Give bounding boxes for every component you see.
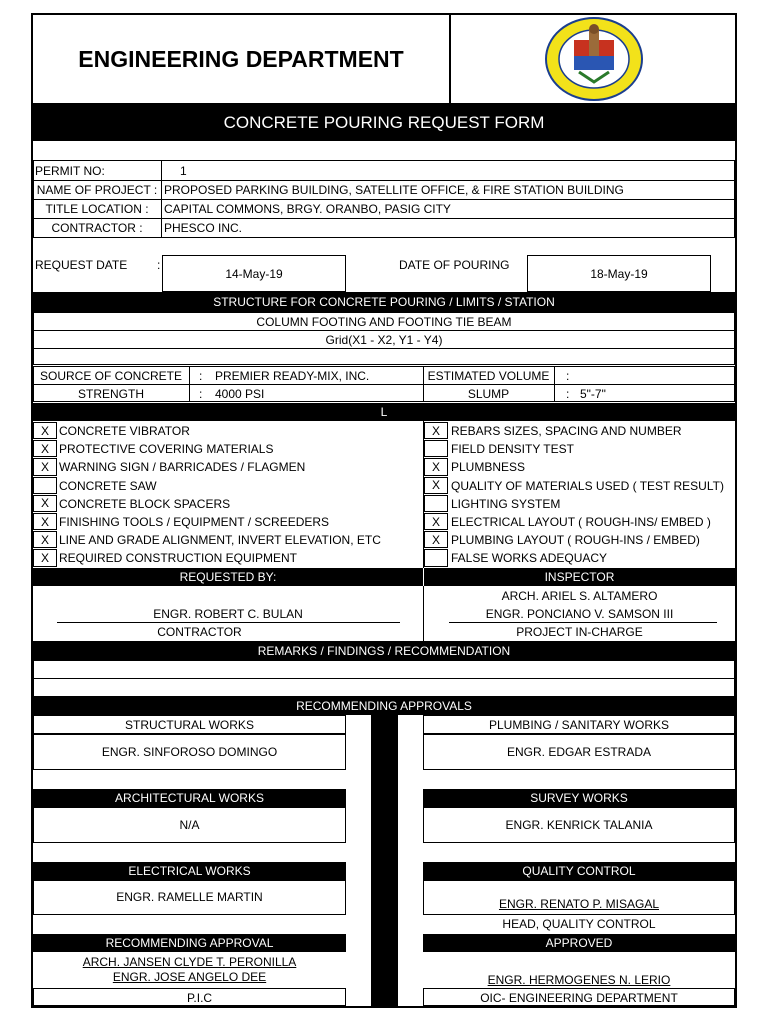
recommending-title: RECOMMENDING APPROVAL [33,934,346,952]
checklist-item-label: LINE AND GRADE ALIGNMENT, INVERT ELEVATION, ETC [59,533,381,548]
requester-role: CONTRACTOR [157,624,242,639]
recommending-name-2: ENGR. JOSE ANGELO DEE [112,970,267,984]
city-seal-logo [540,15,648,103]
checkbox-mark[interactable]: X [424,531,448,548]
project-value: PROPOSED PARKING BUILDING, SATELLITE OFFICE, & FIRE STATION BUILDING [164,183,624,197]
pouring-date-value: 18-May-19 [527,255,711,292]
checklist-item-label: PROTECTIVE COVERING MATERIALS [59,442,274,457]
center-divider-bar [371,715,398,1006]
approvals-header: RECOMMENDING APPROVALS [33,697,735,715]
checkbox-mark[interactable]: X [33,440,57,457]
permit-label: PERMIT NO: [35,164,105,178]
location-label: TITLE LOCATION : [45,202,149,216]
row-rule [33,348,735,349]
checkbox-mark[interactable]: X [424,477,448,494]
checkbox-mark[interactable] [424,495,448,512]
checkbox-mark[interactable]: X [33,422,57,439]
contractor-value: PHESCO INC. [164,221,243,235]
checklist-item-label: QUALITY OF MATERIALS USED ( TEST RESULT) [451,478,724,493]
structure-header: STRUCTURE FOR CONCRETE POURING / LIMITS / STATION [33,292,735,312]
survey-name: ENGR. KENRICK TALANIA [423,807,735,843]
approved-title: APPROVED [423,934,735,952]
checkbox-mark[interactable] [424,549,448,566]
request-date-label: REQUEST DATE [35,258,128,272]
source-value: PREMIER READY-MIX, INC. [215,368,370,383]
checklist-item-label: CONCRETE VIBRATOR [59,424,190,439]
form-title: CONCRETE POURING REQUEST FORM [33,105,735,141]
strength-label: STRENGTH [78,386,144,401]
request-date-colon: : [157,258,161,272]
source-colon: : [199,368,203,383]
requester-name: ENGR. ROBERT C. BULAN [153,606,303,621]
architectural-name: N/A [33,807,346,843]
checkbox-mark[interactable]: X [33,458,57,475]
checklist-item-label: REQUIRED CONSTRUCTION EQUIPMENT [59,551,298,566]
checklist-item-label: LIGHTING SYSTEM [451,496,561,511]
col-rule [554,366,555,402]
recommending-name-1: ARCH. JANSEN CLYDE T. PERONILLA [82,955,297,969]
checkbox-mark[interactable]: X [33,513,57,530]
quality-role: HEAD, QUALITY CONTROL [502,916,656,931]
contractor-label: CONTRACTOR : [51,221,143,235]
remarks-header: REMARKS / FINDINGS / RECOMMENDATION [33,641,735,660]
checkbox-mark[interactable]: X [424,422,448,439]
slump-colon: : [566,386,570,401]
checklist-item-label: PLUMBNESS [451,460,526,475]
volume-colon: : [566,368,570,383]
pouring-date-label: DATE OF POURING [399,258,510,272]
inspector-header: INSPECTOR [424,568,735,586]
location-value: CAPITAL COMMONS, BRGY. ORANBO, PASIG CITY [164,202,451,216]
structure-line-1: COLUMN FOOTING AND FOOTING TIE BEAM [256,314,512,329]
checkbox-mark[interactable]: X [33,549,57,566]
checklist-item-label: FIELD DENSITY TEST [451,442,574,457]
checkbox-mark[interactable]: X [33,495,57,512]
inspector-name-1: ARCH. ARIEL S. ALTAMERO [501,588,658,603]
permit-value: 1 [180,164,187,178]
electrical-title: ELECTRICAL WORKS [33,862,346,880]
checklist-item-label: PLUMBING LAYOUT ( ROUGH-INS / EMBED) [451,533,700,548]
strength-value: 4000 PSI [215,386,265,401]
checklist-item-label: REBARS SIZES, SPACING AND NUMBER [451,424,682,439]
checklist-item-label: WARNING SIGN / BARRICADES / FLAGMEN [59,460,306,475]
structural-name: ENGR. SINFOROSO DOMINGO [33,734,346,770]
checkbox-mark[interactable] [424,440,448,457]
checklist-item-label: FALSE WORKS ADEQUACY [451,551,608,566]
plumbing-title: PLUMBING / SANITARY WORKS [423,715,735,734]
approved-role: OIC- ENGINEERING DEPARTMENT [480,990,678,1005]
slump-label: SLUMP [467,386,510,401]
checkbox-mark[interactable] [33,477,57,494]
electrical-name: ENGR. RAMELLE MARTIN [33,880,346,915]
approved-name: ENGR. HERMOGENES N. LERIO [487,972,671,987]
checklist-header: L [33,403,735,421]
quality-name: ENGR. RENATO P. MISAGAL [498,896,660,911]
department-title: ENGINEERING DEPARTMENT [78,45,404,72]
col-rule [161,160,162,238]
volume-label: ESTIMATED VOLUME [427,368,550,383]
slump-value: 5"-7" [580,386,606,401]
architectural-title: ARCHITECTURAL WORKS [33,789,346,807]
requested-header: REQUESTED BY: [33,568,423,586]
row-rule [33,678,735,679]
checklist-item-label: CONCRETE BLOCK SPACERS [59,496,231,511]
checkbox-mark[interactable]: X [33,531,57,548]
structure-line-2: Grid(X1 - X2, Y1 - Y4) [325,332,443,347]
structural-title: STRUCTURAL WORKS [33,715,346,734]
header-divider [449,13,451,105]
checkbox-mark[interactable]: X [424,513,448,530]
source-label: SOURCE OF CONCRETE [39,368,182,383]
quality-title: QUALITY CONTROL [423,862,735,880]
checkbox-mark[interactable]: X [424,458,448,475]
inspector-name-2: ENGR. PONCIANO V. SAMSON III [485,606,674,621]
request-date-value: 14-May-19 [162,255,346,292]
project-label: NAME OF PROJECT : [36,183,158,197]
checklist-item-label: FINISHING TOOLS / EQUIPMENT / SCREEDERS [59,515,330,530]
checklist-item-label: ELECTRICAL LAYOUT ( ROUGH-INS/ EMBED ) [451,515,711,530]
survey-title: SURVEY WORKS [423,789,735,807]
col-rule [189,366,190,402]
inspector-role: PROJECT IN-CHARGE [516,624,643,639]
recommending-role: P.I.C [186,990,213,1005]
plumbing-name: ENGR. EDGAR ESTRADA [423,734,735,770]
checklist-item-label: CONCRETE SAW [59,478,157,493]
strength-colon: : [199,386,203,401]
